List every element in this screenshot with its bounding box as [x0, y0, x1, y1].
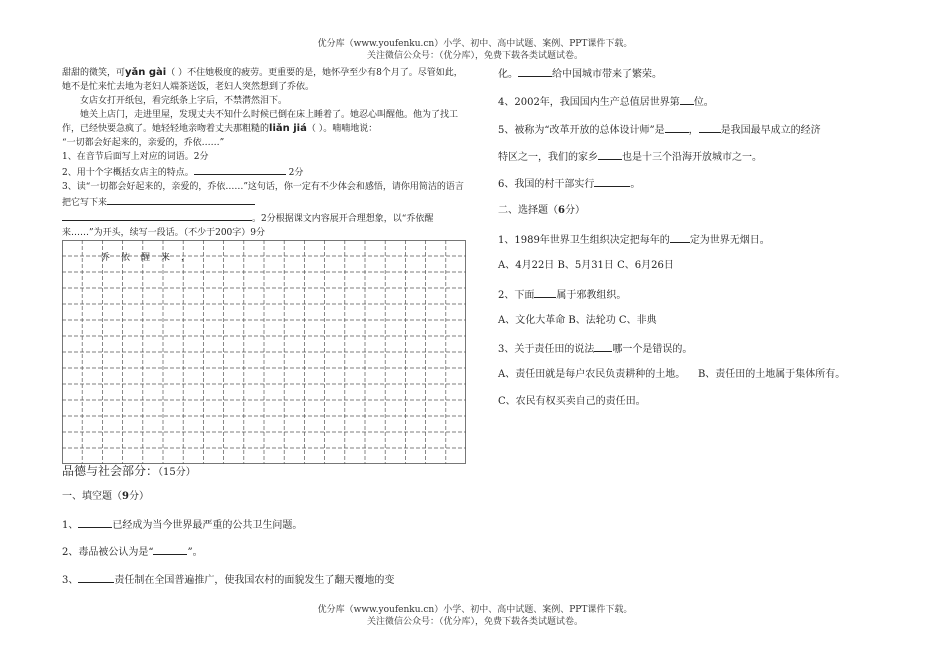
f1-num: 1、	[62, 520, 79, 531]
passage-paragraph-3	[62, 108, 470, 136]
f4-text-a: 4、2002年，我国国内生产总值居世界第	[498, 97, 680, 108]
f6-text-a: 6、我国的村干部实行	[498, 179, 595, 190]
fill-question-1	[62, 517, 302, 533]
f2-text-b: ”。	[187, 547, 203, 558]
f3-num: 3、	[62, 575, 79, 586]
fill-question-6	[498, 176, 640, 192]
choice-question-2-options[interactable]: A、文化大革命 B、法轮功 C、非典	[498, 315, 657, 326]
grid-char: 来	[161, 253, 171, 263]
question-3-text: 3、读“一切都会好起来的，亲爱的，乔依……”这句话，你一定有不少体会和感悟，请你用简洁的语言把它写下来	[62, 182, 464, 208]
f2-text-a: 2、毒品被公认为是“	[62, 547, 154, 558]
f3-end: 给中国城市带来了繁荣。	[552, 69, 662, 80]
question-2-score: 2分	[288, 168, 304, 178]
f3-cont: 化。	[498, 69, 518, 80]
choice-question-3-options	[498, 368, 845, 382]
pinyin-2: liǎn jiá	[269, 123, 307, 134]
writing-grid[interactable]	[62, 240, 466, 464]
answer-blank[interactable]	[194, 164, 286, 175]
fill-question-3-continued	[498, 66, 662, 82]
question-3-followup: 。2分根据课文内容展开合理想象，以“乔依醒来……”为开头，续写一段话。（不少于200字）9分	[62, 214, 434, 238]
c3-text-a: 3、关于责任田的说法	[498, 344, 595, 355]
grid-char: 依	[121, 253, 131, 263]
para3-text-b: （ ）。喃喃地说：	[306, 124, 378, 134]
answer-blank[interactable]	[518, 66, 552, 77]
choice-question-2	[498, 287, 626, 303]
question-2	[62, 164, 470, 180]
answer-blank[interactable]	[534, 287, 556, 298]
pinyin-1: yǎn gài	[125, 67, 167, 78]
c2-text-a: 2、下面	[498, 290, 535, 301]
choice-question-1	[498, 232, 770, 248]
answer-blank[interactable]	[153, 544, 187, 555]
f4-text-b: 位。	[693, 97, 714, 108]
answer-blank[interactable]	[78, 572, 114, 583]
choice-question-3	[498, 341, 692, 357]
question-2-text: 2、用十个字概括女店主的特点。	[62, 168, 194, 178]
question-3	[62, 180, 470, 240]
question-1: 1、在音节后面写上对应的词语。2分	[62, 152, 209, 162]
choice-score: 6	[558, 205, 565, 216]
para3-text-a: 她关上店门，走进里屋，发现丈夫不知什么时候已倒在床上睡着了。她忍心叫醒他。他为了找工作，已经快要急疯了。她轻轻地亲吻着丈夫那粗糙的	[62, 110, 459, 134]
fill-question-3	[62, 572, 394, 588]
c1-text-a: 1、1989年世界卫生组织决定把每年的	[498, 235, 670, 246]
f5-text-d: 特区之一，我们的家乡	[498, 152, 598, 163]
footer-line-1: 优分库（www.youfenku.cn）小学、初中、高中试题、案例、PPT课件下载。	[317, 605, 633, 615]
social-score: （15分）	[158, 467, 196, 478]
grid-char: 乔	[101, 253, 111, 263]
answer-blank[interactable]	[107, 194, 255, 205]
fill-question-5	[498, 122, 821, 138]
answer-blank[interactable]	[665, 122, 689, 133]
footer-line-2: 关注微信公众号：（优分库），免费下载各类试题试卷。	[366, 617, 583, 627]
reading-passage	[62, 66, 470, 240]
choice-section-title	[498, 204, 585, 218]
f3-text: 责任制在全国普遍推广，使我国农村的面貌发生了翻天覆地的变	[114, 575, 395, 586]
answer-blank[interactable]	[598, 149, 622, 160]
answer-blank[interactable]	[78, 517, 112, 528]
c1-text-b: 定为世界无烟日。	[689, 235, 770, 246]
f5-text-e: 也是十三个沿海开放城市之一。	[622, 152, 762, 163]
f1-text: 已经成为当今世界最严重的公共卫生问题。	[112, 520, 303, 531]
grid-char: ，	[181, 253, 191, 263]
social-title: 品德与社会部分：	[62, 464, 159, 478]
writing-grid-lines	[62, 240, 466, 464]
header-line-1: 优分库（www.youfenku.cn）小学、初中、高中试题、案例、PPT课件下载。	[317, 39, 633, 49]
fill-question-2	[62, 544, 203, 560]
choice-question-1-options[interactable]: A、4月22日 B、5月31日 C、6月26日	[498, 260, 674, 271]
c3-text-b: 哪一个是错误的。	[612, 344, 693, 355]
page-header	[0, 38, 950, 62]
c3-option-c[interactable]: C、农民有权买卖自己的责任田。	[498, 396, 646, 407]
para1-text-b: （ ）不住她极度的疲劳。更重要的是，她怀孕至少有8个月了。尽管如此，她不是忙来忙去地为老妇人端茶送饭，老妇人突然想到了乔依。	[62, 68, 463, 92]
fill-section-title	[62, 490, 149, 504]
answer-blank[interactable]	[594, 176, 630, 187]
choice-title-a: 二、选择题（	[498, 205, 558, 216]
f5-text-b: ，	[688, 125, 699, 136]
answer-blank[interactable]	[670, 232, 690, 243]
grid-char: 醒	[141, 253, 151, 263]
para1-text-a: 甜甜的微笑，可	[62, 68, 126, 78]
answer-blank[interactable]	[699, 122, 721, 133]
f5-text-a: 5、被称为“改革开放的总体设计师”是	[498, 125, 665, 136]
answer-blank[interactable]	[62, 210, 252, 221]
social-section-title	[62, 462, 196, 479]
c2-text-b: 属于邪教组织。	[556, 290, 627, 301]
fill-question-5-continued	[498, 149, 762, 165]
fill-question-4	[498, 94, 714, 110]
fill-title-b: 分）	[128, 491, 149, 502]
passage-paragraph-1	[62, 66, 470, 94]
answer-blank[interactable]	[680, 94, 694, 105]
c3-option-b[interactable]: B、责任田的土地属于集体所有。	[697, 369, 846, 380]
page-footer	[0, 604, 950, 628]
header-line-2: 关注微信公众号：（优分库），免费下载各类试题试卷。	[366, 51, 583, 61]
fill-title-a: 一、填空题（	[62, 491, 122, 502]
choice-title-b: 分）	[564, 205, 585, 216]
c3-option-a[interactable]: A、责任田就是每户农民负责耕种的土地。	[498, 369, 686, 380]
f6-text-b: 。	[630, 179, 641, 190]
passage-paragraph-2: 女店女打开纸包，看完纸条上字后，不禁潸然泪下。	[80, 96, 288, 106]
f5-text-c: 是我国最早成立的经济	[720, 125, 821, 136]
passage-paragraph-4: “一切都会好起来的，亲爱的，乔依……”	[62, 138, 225, 148]
answer-blank[interactable]	[594, 341, 612, 352]
fill-score: 9	[122, 491, 129, 502]
